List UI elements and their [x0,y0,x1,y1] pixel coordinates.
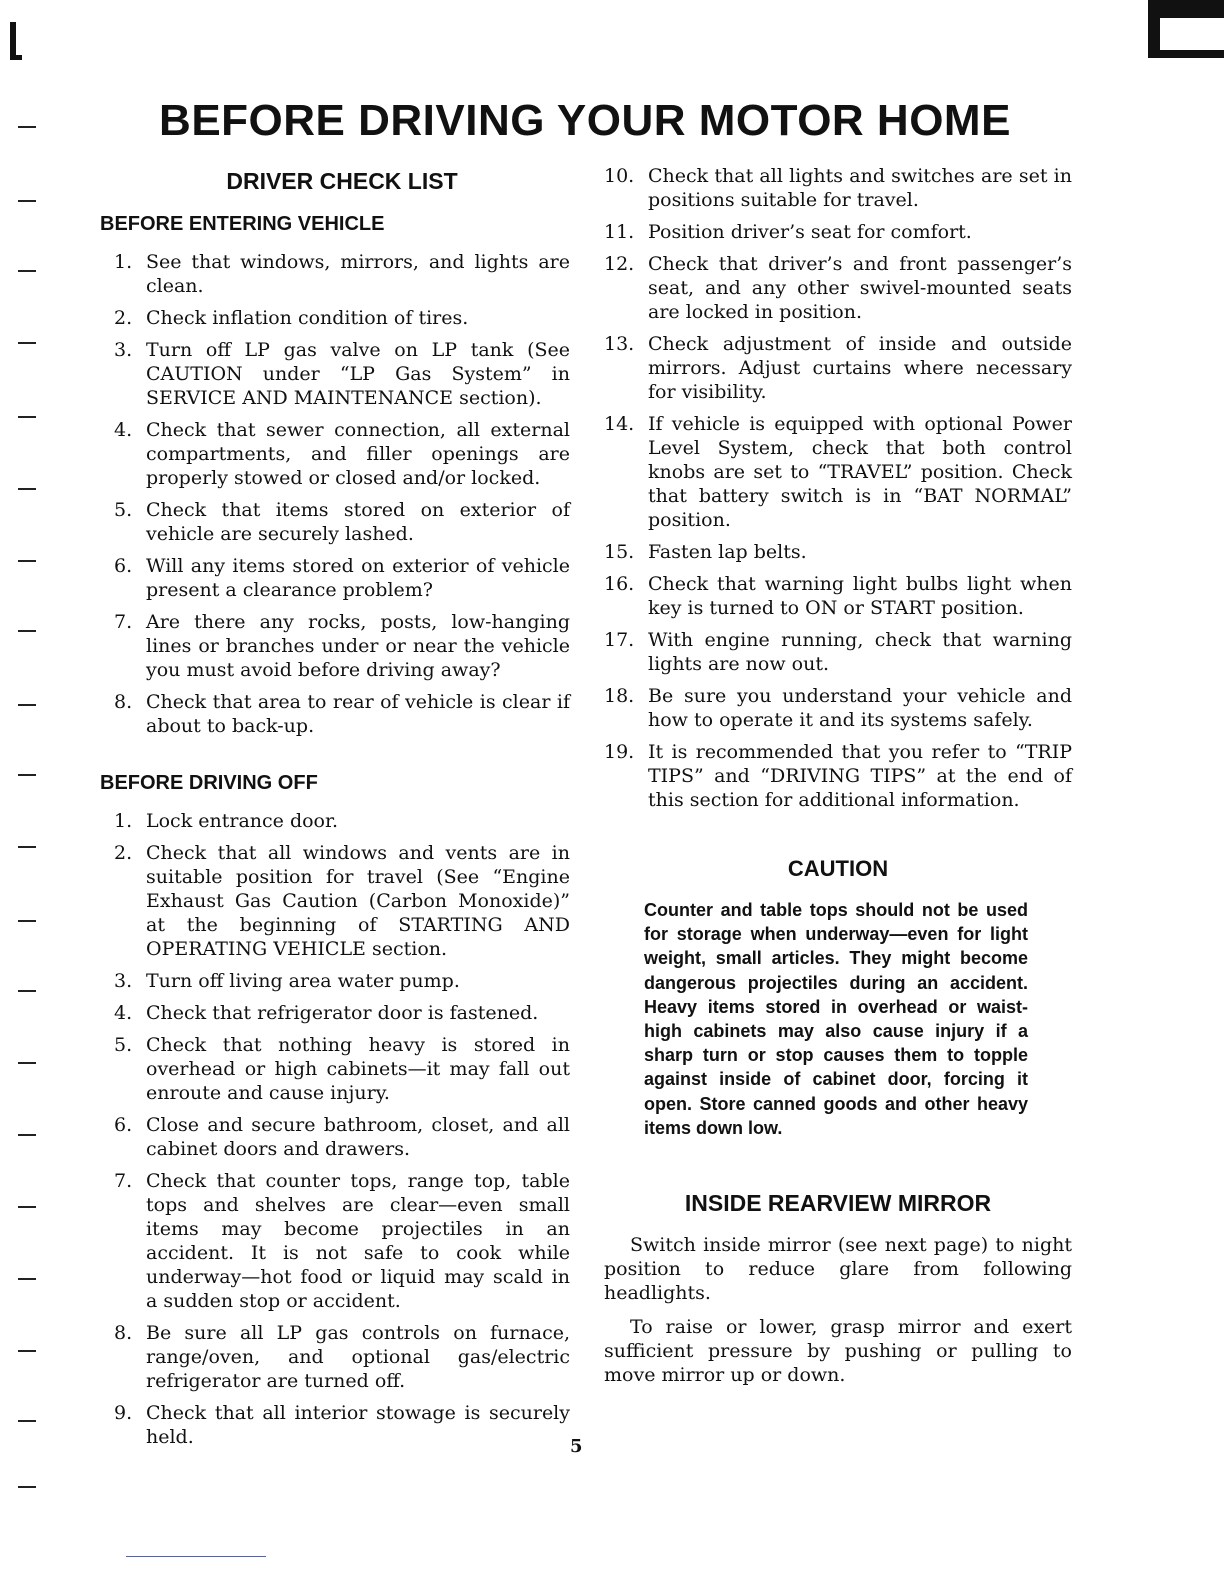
binding-mark [18,846,36,848]
checklist-heading: DRIVER CHECK LIST [226,168,458,194]
binding-mark [18,1350,36,1352]
list-item: 19. It is recommended that you refer to “TRIP TIPS” and “DRIVING TIPS” at the end of this section for additional information. [604,741,1072,811]
before-driving-list [100,809,570,1449]
list-item: 7. Check that counter tops, range top, table tops and shelves are clear—even small items may become projectiles in an accident. It is not safe to cook while underway—hot food or liquid may scald in a sudden stop or accident. [114,1170,570,1312]
binding-mark [18,270,36,272]
caution-text: Counter and table tops should not be used for storage when underway—even for light weight, small articles. They might become dangerous projectiles during an accident. Heavy items stored in overhead or waist-high cabinets may also cause injury if a sharp turn or stop causes them to topple against inside of cabinet door, forcing it open. Store canned goods and other heavy items down low. [644,900,1028,1138]
list-item: 6. Will any items stored on exterior of vehicle present a clearance problem? [114,555,570,601]
list-item: 10. Check that all lights and switches are set in positions suitable for travel. [604,165,1072,211]
list-item: 1. See that windows, mirrors, and lights are clean. [114,251,570,297]
page-number: 5 [570,1436,583,1457]
list-item: 7. Are there any rocks, posts, low-hanging lines or branches under or near the vehicle you must avoid before driving away? [114,611,570,681]
binding-mark [18,342,36,344]
list-item: 2. Check that all windows and vents are in suitable position for travel (See “Engine Exhaust Gas Caution (Carbon Monoxide)” at the beginning of STARTING AND OPERATING VEHICLE section. [114,842,570,960]
list-item: 11. Position driver’s seat for comfort. [604,221,972,243]
binding-mark [18,704,36,706]
list-item: 3. Turn off LP gas valve on LP tank (See CAUTION under “LP Gas System” in SERVICE AND MAINTENANCE section). [114,339,570,409]
binding-mark [18,1486,36,1488]
caution-heading: CAUTION [787,856,889,881]
list-item: 14. If vehicle is equipped with optional Power Level System, check that both control knobs are set to “TRAVEL” position. Check that battery switch is in “BAT NORMAL” position. [604,413,1072,531]
binding-mark [18,1062,36,1064]
list-item: 4. Check that refrigerator door is fastened. [114,1002,539,1024]
mirror-paragraph: Switch inside mirror (see next page) to night position to reduce glare from following headlights. [604,1234,1072,1305]
binding-mark [18,200,36,202]
list-item: 1. Lock entrance door. [114,810,339,832]
binding-mark [18,1420,36,1422]
binding-mark [18,1278,36,1280]
binding-mark [18,488,36,490]
list-item: 4. Check that sewer connection, all external compartments, and filler openings are properly stowed or closed and/or locked. [114,419,570,489]
binding-mark [18,920,36,922]
binding-mark [18,1206,36,1208]
list-item: 15. Fasten lap belts. [604,541,807,563]
before-driving-list-continued [604,164,1072,812]
list-item: 6. Close and secure bathroom, closet, and all cabinet doors and drawers. [114,1114,570,1160]
list-item: 17. With engine running, check that warning lights are now out. [604,629,1072,675]
list-item: 13. Check adjustment of inside and outside mirrors. Adjust curtains where necessary for visibility. [604,333,1072,403]
list-item: 2. Check inflation condition of tires. [114,307,469,329]
list-item: 5. Check that nothing heavy is stored in overhead or high cabinets—it may fall out enroute and cause injury. [114,1034,570,1104]
page-title: BEFORE DRIVING YOUR MOTOR HOME [159,96,1011,145]
bottom-rule [126,1556,266,1557]
list-item: 9. Check that all interior stowage is securely held. [114,1402,570,1448]
binding-mark [18,416,36,418]
list-item: 16. Check that warning light bulbs light when key is turned to ON or START position. [604,573,1072,619]
binding-mark [18,560,36,562]
mirror-heading: INSIDE REARVIEW MIRROR [684,1190,992,1217]
list-item: 12. Check that driver’s and front passenger’s seat, and any other swivel-mounted seats are locked in position. [604,253,1072,323]
left-column [100,164,570,1457]
list-item: 3. Turn off living area water pump. [114,970,460,992]
right-column [604,164,1072,1397]
before-driving-heading: BEFORE DRIVING OFF [100,772,318,794]
list-item: 18. Be sure you understand your vehicle and how to operate it and its systems safely. [604,685,1072,731]
binding-hole-marks [18,110,40,1510]
list-item: 8. Check that area to rear of vehicle is clear if about to back-up. [114,691,570,737]
binding-mark [18,1134,36,1136]
list-item: 8. Be sure all LP gas controls on furnace, range/oven, and optional gas/electric refrigerator are turned off. [114,1322,570,1392]
scan-corner-mark-left [10,22,16,60]
scan-corner-mark-right [1148,0,1224,58]
binding-mark [18,630,36,632]
binding-mark [18,774,36,776]
mirror-paragraph: To raise or lower, grasp mirror and exert sufficient pressure by pushing or pulling to move mirror up or down. [604,1316,1072,1387]
binding-mark [18,990,36,992]
before-entering-heading: BEFORE ENTERING VEHICLE [100,213,385,235]
list-item: 5. Check that items stored on exterior of vehicle are securely lashed. [114,499,570,545]
before-entering-list [100,250,570,738]
